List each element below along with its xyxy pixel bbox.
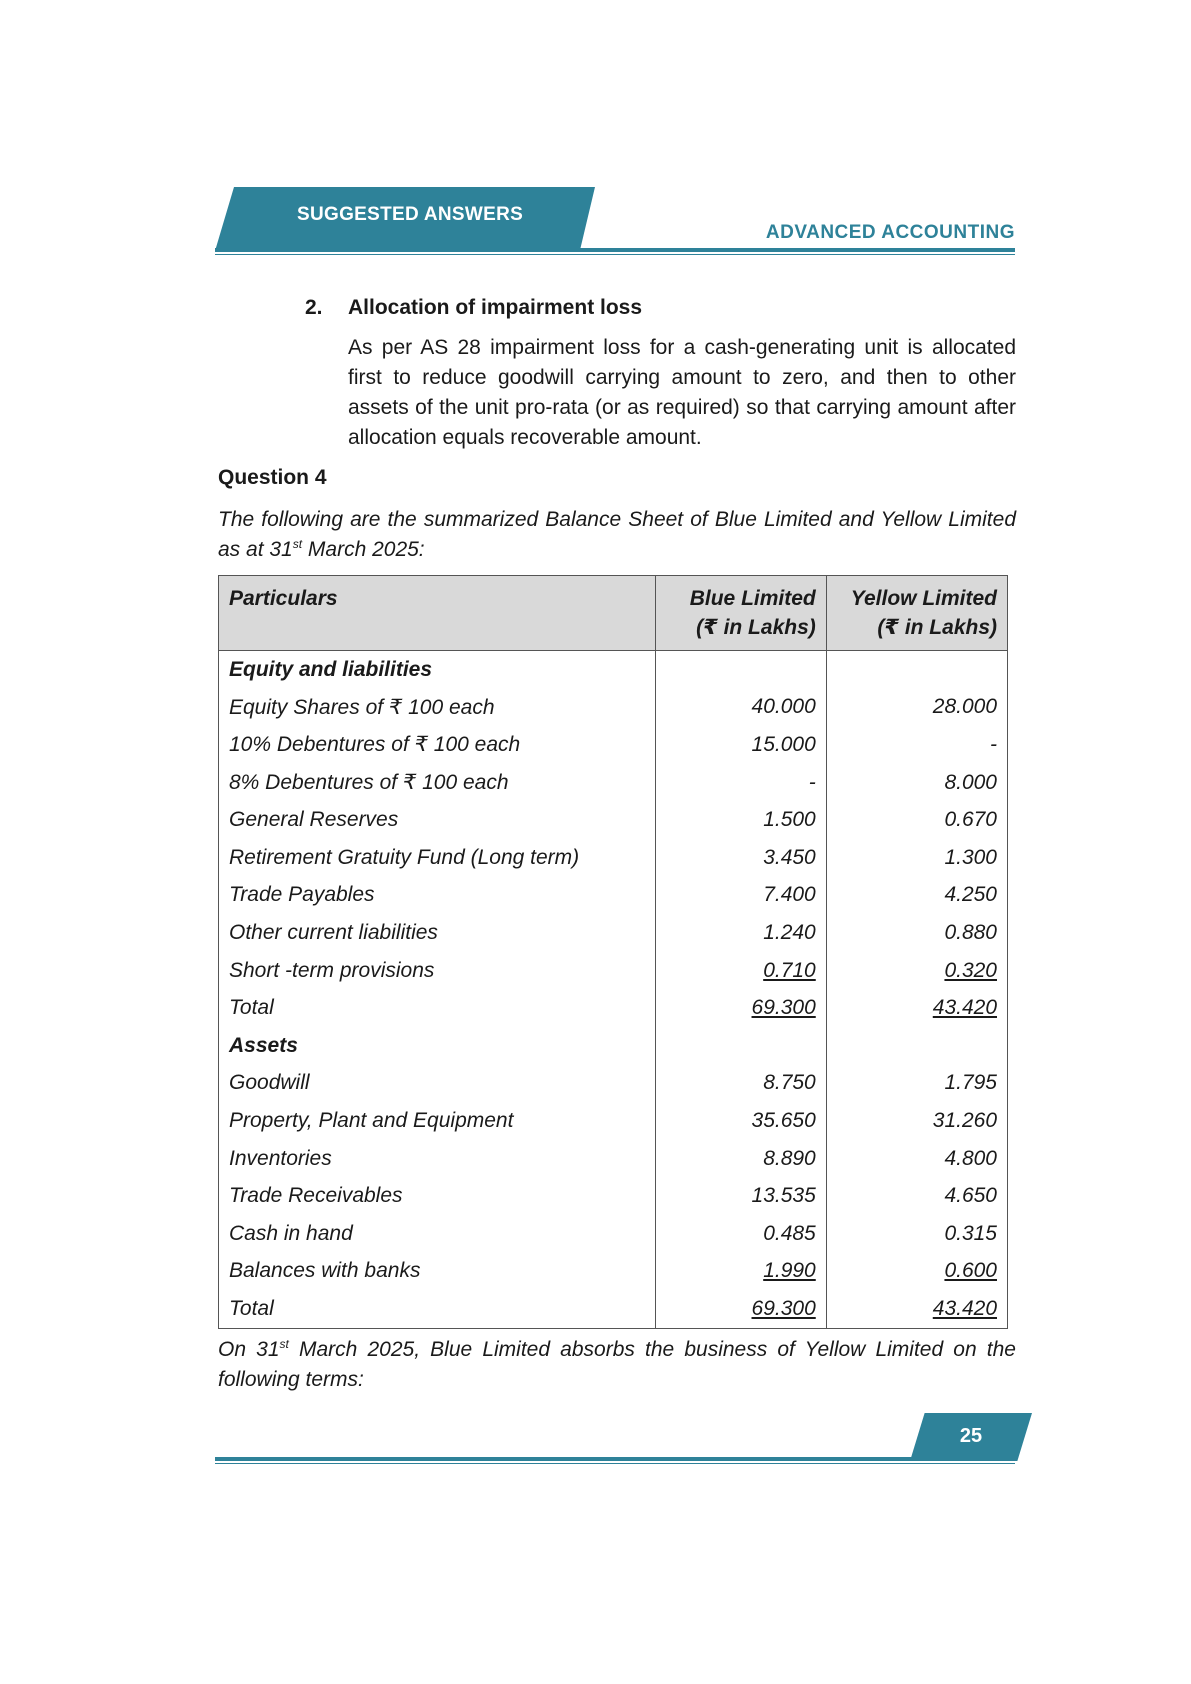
row-blue-value: 15.000 — [751, 732, 816, 756]
row-blue-value: 40.000 — [751, 695, 816, 719]
row-blue-value: - — [808, 770, 816, 794]
table-row — [219, 1140, 1008, 1178]
row-blue-value: 7.400 — [763, 883, 816, 907]
header-blue-limited: Blue Limited (₹ in Lakhs) — [655, 576, 826, 651]
row-blue-value: 3.450 — [763, 845, 816, 869]
row-yellow-value: 0.880 — [944, 920, 997, 944]
row-blue-value: 0.485 — [763, 1221, 816, 1245]
row-label: Equity and liabilities — [229, 657, 433, 681]
row-label: General Reserves — [229, 808, 399, 832]
row-label: Total — [229, 996, 274, 1020]
table-row — [219, 1215, 1008, 1253]
table-row — [219, 689, 1008, 727]
row-yellow-value: 4.800 — [944, 1146, 997, 1170]
table-row — [219, 1027, 1008, 1065]
row-label: Retirement Gratuity Fund (Long term) — [229, 845, 580, 869]
header-yellow-limited: Yellow Limited (₹ in Lakhs) — [826, 576, 1007, 651]
table-row — [219, 764, 1008, 802]
table-body — [219, 651, 1008, 1329]
table-row — [219, 1290, 1008, 1328]
table-row — [219, 1253, 1008, 1291]
row-label: Goodwill — [229, 1071, 310, 1095]
row-yellow-value: 0.315 — [944, 1221, 997, 1245]
row-label: Cash in hand — [229, 1221, 353, 1245]
table-row — [219, 877, 1008, 915]
row-yellow-value: 0.670 — [944, 808, 997, 832]
question-intro: The following are the summarized Balance Sheet of Blue Limited and Yellow Limited as at 31st March 2025: — [218, 508, 1016, 561]
row-yellow-value: - — [990, 732, 997, 756]
row-yellow-value: 4.250 — [944, 883, 997, 907]
row-blue-value: 1.500 — [763, 808, 816, 832]
row-blue-value: 1.990 — [763, 1259, 816, 1283]
row-blue-value: 35.650 — [751, 1108, 816, 1132]
table-row — [219, 989, 1008, 1027]
row-yellow-value: 43.420 — [932, 996, 997, 1020]
header-right-title: ADVANCED ACCOUNTING — [765, 222, 1015, 243]
table-row — [219, 914, 1008, 952]
table-row — [219, 952, 1008, 990]
header-rule-thin — [215, 254, 1015, 255]
question-title: Question 4 — [218, 466, 327, 489]
row-blue-value: 8.750 — [763, 1071, 816, 1095]
section-number: 2. — [305, 296, 323, 319]
table-row — [219, 1102, 1008, 1140]
row-blue-value: 69.300 — [751, 996, 816, 1020]
table-row — [219, 651, 1008, 689]
row-label: Assets — [229, 1033, 298, 1057]
row-blue-value: 0.710 — [763, 958, 816, 982]
header-particulars: Particulars — [219, 576, 656, 651]
row-yellow-value: 8.000 — [944, 770, 997, 794]
row-yellow-value: 4.650 — [944, 1184, 997, 1208]
row-yellow-value: 28.000 — [932, 695, 997, 719]
footer-rule-thin — [215, 1463, 1015, 1464]
header-left-label: SUGGESTED ANSWERS — [297, 204, 524, 225]
row-label: Other current liabilities — [229, 920, 438, 944]
header-rule — [215, 248, 1015, 252]
row-label: 8% Debentures of ₹ 100 each — [229, 771, 509, 795]
footer-rule — [215, 1457, 1015, 1461]
question-outro: On 31st March 2025, Blue Limited absorbs the business of Yellow Limited on the following terms: — [218, 1337, 1016, 1391]
section-paragraph: As per AS 28 impairment loss for a cash-generating unit is allocated first to reduce goodwill carrying amount to zero, and then to other assets of the unit pro-rata (or as required) so that carrying amount after allocation equals recoverable amount. — [348, 336, 1016, 449]
page-number: 25 — [959, 1425, 983, 1447]
row-label: Trade Payables — [229, 883, 375, 907]
table-row — [219, 839, 1008, 877]
row-label: Property, Plant and Equipment — [229, 1108, 514, 1132]
row-blue-value: 1.240 — [763, 920, 816, 944]
row-label: Trade Receivables — [229, 1184, 403, 1208]
balance-sheet-table — [218, 575, 1008, 1329]
section-title: Allocation of impairment loss — [348, 296, 643, 319]
row-blue-value: 69.300 — [751, 1296, 816, 1320]
row-label: Inventories — [229, 1146, 332, 1170]
row-label: 10% Debentures of ₹ 100 each — [229, 733, 521, 757]
table-row — [219, 1065, 1008, 1103]
table-row — [219, 726, 1008, 764]
row-blue-value: 8.890 — [763, 1146, 816, 1170]
row-yellow-value: 1.300 — [944, 845, 997, 869]
row-label: Balances with banks — [229, 1259, 421, 1283]
table-header-row — [219, 576, 1008, 651]
row-label: Short -term provisions — [229, 958, 435, 982]
row-label: Total — [229, 1296, 274, 1320]
row-yellow-value: 31.260 — [932, 1108, 997, 1132]
row-yellow-value: 0.600 — [944, 1259, 997, 1283]
row-label: Equity Shares of ₹ 100 each — [229, 695, 495, 719]
row-yellow-value: 1.795 — [944, 1071, 997, 1095]
table-row — [219, 801, 1008, 839]
row-yellow-value: 0.320 — [944, 958, 997, 982]
row-blue-value: 13.535 — [751, 1184, 816, 1208]
row-yellow-value: 43.420 — [932, 1296, 997, 1320]
table-row — [219, 1177, 1008, 1215]
